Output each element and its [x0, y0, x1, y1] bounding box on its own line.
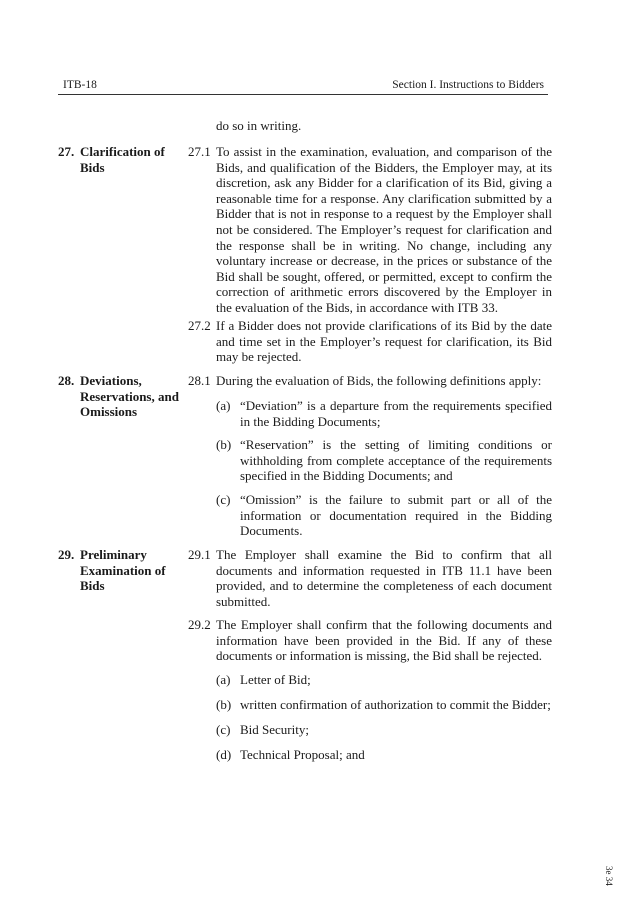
list-item	[216, 492, 552, 539]
section-title: Preliminary Examination of Bids	[80, 547, 166, 594]
clause-number: 29.1	[188, 547, 211, 562]
list-item	[216, 437, 552, 484]
section-number: 27.	[58, 144, 75, 159]
item-text: Letter of Bid;	[240, 672, 311, 687]
section-title: Deviations, Reservations, and Omissions	[80, 373, 179, 420]
item-label: (b)	[216, 697, 232, 712]
list-item	[216, 722, 552, 738]
item-text: Technical Proposal; and	[240, 747, 365, 762]
clause-number: 27.1	[188, 144, 211, 159]
section-title: Section I. Instructions to Bidders	[392, 79, 544, 91]
clause-27-2	[188, 318, 552, 365]
item-text: Bid Security;	[240, 722, 309, 737]
section-number: 28.	[58, 373, 75, 388]
item-text: “Reservation” is the setting of limiting conditions or withholding from complete acceptance of the requirements specified in the Bidding Documents; and	[240, 437, 552, 484]
clause-text: The Employer shall examine the Bid to confirm that all documents and information requested in ITB 11.1 have been provided, and to determine the completeness of each document submitted.	[216, 547, 552, 609]
item-label: (c)	[216, 492, 231, 507]
clause-number: 29.2	[188, 617, 211, 632]
clause-text: If a Bidder does not provide clarifications of its Bid by the date and time set in the Employer’s request for clarification, its Bid may be rejected.	[216, 318, 552, 365]
item-label: (a)	[216, 672, 231, 687]
clause-28-1	[188, 373, 552, 389]
clause-29-2	[188, 617, 552, 664]
item-text: written confirmation of authorization to commit the Bidder;	[240, 697, 551, 712]
item-text: “Omission” is the failure to submit part or all of the information or documentation required in the Bidding Documents.	[240, 492, 552, 539]
clause-29-1	[188, 547, 552, 609]
clause-number: 28.1	[188, 373, 211, 388]
carryover-text: do so in writing.	[216, 118, 302, 133]
clause-number: 27.2	[188, 318, 211, 333]
clause-text: The Employer shall confirm that the following documents and information have been provided in the Bid. If any of these documents or information is missing, the Bid shall be rejected.	[216, 617, 552, 664]
section-title: Clarification of Bids	[80, 144, 165, 175]
section-number: 29.	[58, 547, 75, 562]
item-label: (c)	[216, 722, 231, 737]
item-text: “Deviation” is a departure from the requirements specified in the Bidding Documents;	[240, 398, 552, 429]
item-label: (b)	[216, 437, 232, 452]
list-item	[216, 672, 552, 688]
list-item	[216, 747, 552, 763]
page-number: ITB-18	[63, 79, 97, 91]
list-item	[216, 697, 552, 713]
item-label: (d)	[216, 747, 232, 762]
header-rule	[58, 94, 548, 95]
clause-text: To assist in the examination, evaluation, and comparison of the Bids, and qualification of the Bidders, the Employer may, at its discretion, ask any Bidder for a clarification of its Bid, giving a reasonable time for a response. Any clarification submitted by a Bidder that is not in response to a request by the Employer shall not be considered. The Employer’s request for clarification and the response shall be in writing. No change, including any voluntary increase or decrease, in the prices or substance of the Bid shall be sought, offered, or permitted, except to confirm the correction of arithmetic errors discovered by the Employer in the evaluation of the Bids, in accordance with ITB 33.	[216, 144, 552, 315]
side-margin-mark: 3e 34	[604, 866, 614, 886]
list-item	[216, 398, 552, 429]
clause-27-1	[188, 144, 552, 316]
item-label: (a)	[216, 398, 231, 413]
clause-text: During the evaluation of Bids, the following definitions apply:	[216, 373, 542, 388]
